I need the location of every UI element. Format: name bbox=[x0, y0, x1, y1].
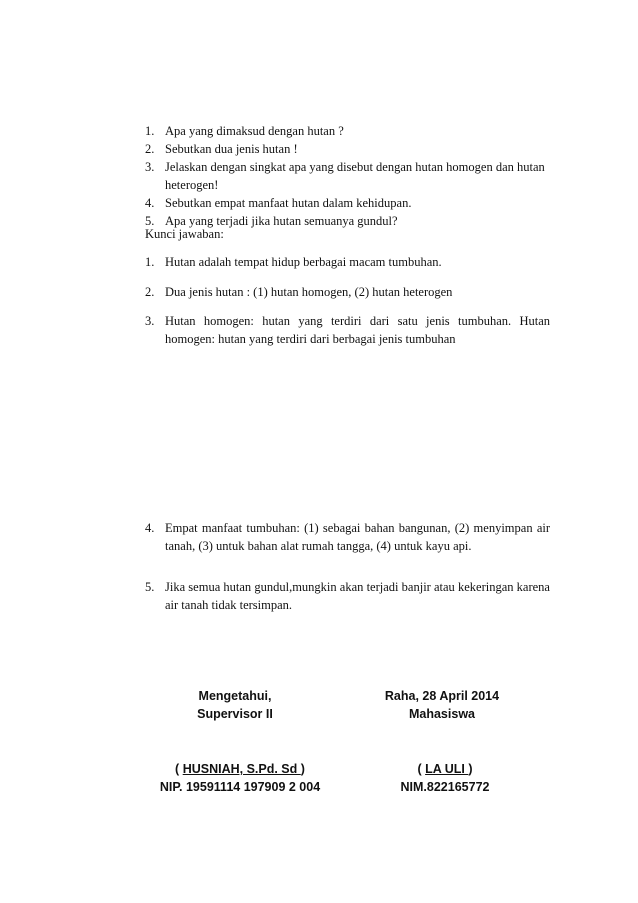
answer-item bbox=[145, 253, 550, 271]
answer-item bbox=[145, 578, 550, 614]
answer-text: Jika semua hutan gundul,mungkin akan terjadi banjir atau kekeringan karena air tanah tidak tersimpan. bbox=[165, 580, 550, 612]
question-item bbox=[145, 140, 550, 158]
answer-item bbox=[145, 519, 550, 555]
acknowledged-label: Mengetahui, bbox=[198, 689, 272, 703]
supervisor-nip: NIP. 19591114 197909 2 004 bbox=[159, 780, 321, 794]
answer-item bbox=[145, 312, 550, 348]
answer-number: 2. bbox=[145, 285, 155, 299]
answer-number: 1. bbox=[145, 255, 155, 269]
supervisor-name-line: ( HUSNIAH, S.Pd. Sd ) bbox=[175, 762, 305, 776]
answer-key-heading: Kunci jawaban: bbox=[145, 227, 224, 241]
answer-number: 4. bbox=[145, 521, 155, 535]
question-text: Apa yang terjadi jika hutan semuanya gundul? bbox=[165, 214, 398, 228]
answer-text: Hutan homogen: hutan yang terdiri dari satu jenis tumbuhan. Hutan homogen: hutan yang terdiri dari berbagai jenis tumbuhan bbox=[165, 314, 550, 346]
question-number: 3. bbox=[145, 160, 155, 174]
answer-number: 3. bbox=[145, 314, 155, 328]
student-signature-block bbox=[360, 760, 530, 796]
supervisor-signature-block bbox=[130, 760, 350, 796]
question-number: 2. bbox=[145, 142, 155, 156]
supervisor-role: Supervisor II bbox=[197, 707, 273, 721]
supervisor-name: HUSNIAH, S.Pd. Sd bbox=[182, 762, 301, 776]
question-number: 5. bbox=[145, 214, 155, 228]
question-text: Jelaskan dengan singkat apa yang disebut dengan hutan homogen dan hutan heterogen! bbox=[165, 160, 545, 192]
student-name-line: ( LA ULI ) bbox=[417, 762, 473, 776]
question-item bbox=[145, 194, 550, 212]
place-date: Raha, 28 April 2014 bbox=[384, 689, 500, 703]
answer-text: Hutan adalah tempat hidup berbagai macam tumbuhan. bbox=[165, 255, 442, 269]
student-name: LA ULI bbox=[425, 762, 469, 776]
question-number: 1. bbox=[145, 124, 155, 138]
student-signature-header bbox=[362, 687, 522, 723]
question-text: Apa yang dimaksud dengan hutan ? bbox=[165, 124, 344, 138]
answer-number: 5. bbox=[145, 580, 155, 594]
student-role: Mahasiswa bbox=[408, 707, 475, 721]
question-text: Sebutkan empat manfaat hutan dalam kehidupan. bbox=[165, 196, 412, 210]
answer-text: Empat manfaat tumbuhan: (1) sebagai bahan bangunan, (2) menyimpan air tanah, (3) untuk bahan alat rumah tangga, (4) untuk kayu api. bbox=[165, 521, 550, 553]
answer-text: Dua jenis hutan : (1) hutan homogen, (2) hutan heterogen bbox=[165, 285, 453, 299]
question-item bbox=[145, 158, 550, 194]
answer-item bbox=[145, 283, 550, 301]
question-text: Sebutkan dua jenis hutan ! bbox=[165, 142, 298, 156]
supervisor-signature-header bbox=[160, 687, 310, 723]
student-nim: NIM.822165772 bbox=[400, 780, 490, 794]
question-list bbox=[145, 122, 550, 230]
question-item bbox=[145, 122, 550, 140]
question-number: 4. bbox=[145, 196, 155, 210]
